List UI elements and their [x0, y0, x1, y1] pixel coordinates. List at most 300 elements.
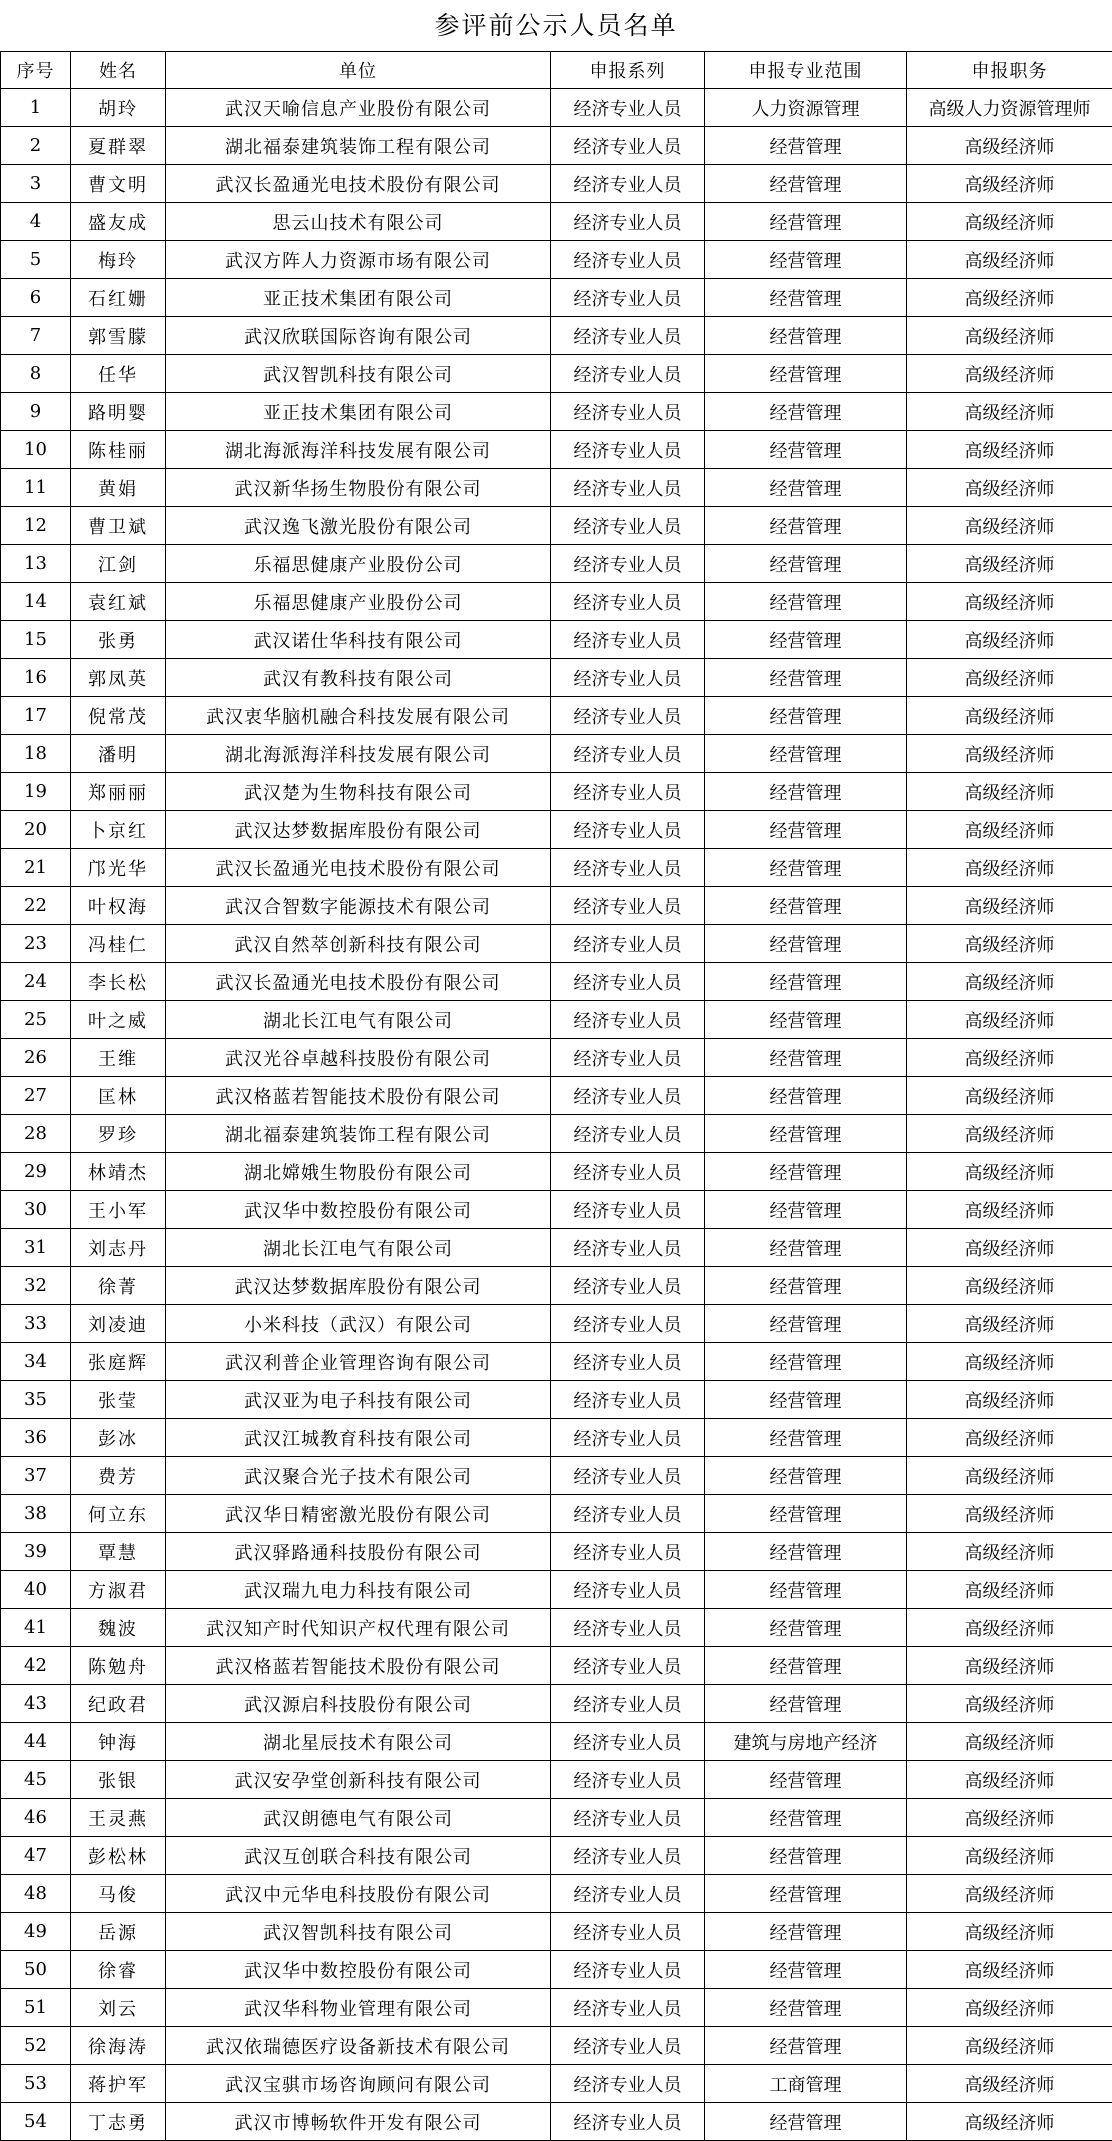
cell-series: 经济专业人员	[551, 621, 705, 659]
cell-index: 44	[1, 1723, 71, 1761]
cell-unit: 武汉互创联合科技有限公司	[166, 1837, 551, 1875]
cell-position: 高级经济师	[907, 1647, 1112, 1685]
cell-series: 经济专业人员	[551, 1381, 705, 1419]
cell-unit: 小米科技（武汉）有限公司	[166, 1305, 551, 1343]
cell-specialty: 经营管理	[705, 1761, 907, 1799]
cell-position: 高级经济师	[907, 963, 1112, 1001]
cell-specialty: 经营管理	[705, 1001, 907, 1039]
cell-index: 17	[1, 697, 71, 735]
table-row	[1, 1457, 1112, 1495]
table-row	[1, 393, 1112, 431]
cell-specialty: 经营管理	[705, 849, 907, 887]
cell-name: 费芳	[71, 1457, 166, 1495]
table-body	[1, 89, 1112, 2141]
cell-unit: 武汉衷华脑机融合科技发展有限公司	[166, 697, 551, 735]
cell-position: 高级经济师	[907, 279, 1112, 317]
table-row	[1, 1343, 1112, 1381]
table-row	[1, 925, 1112, 963]
cell-name: 李长松	[71, 963, 166, 1001]
cell-index: 20	[1, 811, 71, 849]
cell-name: 郭雪朦	[71, 317, 166, 355]
cell-name: 曹卫斌	[71, 507, 166, 545]
cell-name: 刘志丹	[71, 1229, 166, 1267]
cell-series: 经济专业人员	[551, 773, 705, 811]
cell-index: 16	[1, 659, 71, 697]
cell-unit: 武汉长盈通光电技术股份有限公司	[166, 963, 551, 1001]
cell-name: 王小军	[71, 1191, 166, 1229]
cell-unit: 武汉长盈通光电技术股份有限公司	[166, 849, 551, 887]
cell-specialty: 经营管理	[705, 1875, 907, 1913]
cell-unit: 武汉诺仕华科技有限公司	[166, 621, 551, 659]
cell-unit: 武汉华科物业管理有限公司	[166, 1989, 551, 2027]
cell-unit: 武汉知产时代知识产权代理有限公司	[166, 1609, 551, 1647]
cell-position: 高级经济师	[907, 2065, 1112, 2103]
cell-series: 经济专业人员	[551, 1001, 705, 1039]
cell-specialty: 经营管理	[705, 1495, 907, 1533]
cell-unit: 湖北嫦娥生物股份有限公司	[166, 1153, 551, 1191]
cell-series: 经济专业人员	[551, 1989, 705, 2027]
cell-name: 蒋护军	[71, 2065, 166, 2103]
cell-unit: 武汉瑞九电力科技有限公司	[166, 1571, 551, 1609]
cell-series: 经济专业人员	[551, 1039, 705, 1077]
cell-index: 4	[1, 203, 71, 241]
cell-unit: 亚正技术集团有限公司	[166, 279, 551, 317]
cell-specialty: 经营管理	[705, 2027, 907, 2065]
cell-unit: 武汉中元华电科技股份有限公司	[166, 1875, 551, 1913]
cell-unit: 武汉有教科技有限公司	[166, 659, 551, 697]
cell-series: 经济专业人员	[551, 241, 705, 279]
cell-specialty: 经营管理	[705, 165, 907, 203]
cell-specialty: 经营管理	[705, 1609, 907, 1647]
cell-unit: 湖北长江电气有限公司	[166, 1229, 551, 1267]
cell-position: 高级经济师	[907, 1077, 1112, 1115]
cell-series: 经济专业人员	[551, 811, 705, 849]
cell-name: 陈桂丽	[71, 431, 166, 469]
page-title: 参评前公示人员名单	[0, 0, 1112, 51]
cell-name: 夏群翠	[71, 127, 166, 165]
cell-position: 高级经济师	[907, 1229, 1112, 1267]
cell-name: 任华	[71, 355, 166, 393]
cell-name: 黄娟	[71, 469, 166, 507]
cell-unit: 武汉利普企业管理咨询有限公司	[166, 1343, 551, 1381]
cell-unit: 武汉驿路通科技股份有限公司	[166, 1533, 551, 1571]
cell-series: 经济专业人员	[551, 1419, 705, 1457]
cell-position: 高级经济师	[907, 2103, 1112, 2141]
cell-position: 高级经济师	[907, 1723, 1112, 1761]
table-row	[1, 1571, 1112, 1609]
cell-index: 31	[1, 1229, 71, 1267]
table-row	[1, 1875, 1112, 1913]
cell-unit: 武汉华日精密激光股份有限公司	[166, 1495, 551, 1533]
cell-specialty: 经营管理	[705, 659, 907, 697]
cell-name: 郑丽丽	[71, 773, 166, 811]
cell-index: 32	[1, 1267, 71, 1305]
cell-position: 高级经济师	[907, 355, 1112, 393]
cell-index: 23	[1, 925, 71, 963]
cell-series: 经济专业人员	[551, 1115, 705, 1153]
table-row	[1, 849, 1112, 887]
cell-series: 经济专业人员	[551, 1077, 705, 1115]
cell-unit: 武汉自然萃创新科技有限公司	[166, 925, 551, 963]
cell-index: 22	[1, 887, 71, 925]
cell-position: 高级经济师	[907, 2027, 1112, 2065]
cell-position: 高级经济师	[907, 1951, 1112, 1989]
cell-unit: 湖北福泰建筑装饰工程有限公司	[166, 1115, 551, 1153]
cell-position: 高级经济师	[907, 583, 1112, 621]
cell-specialty: 经营管理	[705, 1989, 907, 2027]
cell-series: 经济专业人员	[551, 1723, 705, 1761]
cell-unit: 武汉欣联国际咨询有限公司	[166, 317, 551, 355]
cell-name: 林靖杰	[71, 1153, 166, 1191]
cell-index: 49	[1, 1913, 71, 1951]
cell-series: 经济专业人员	[551, 925, 705, 963]
cell-specialty: 经营管理	[705, 127, 907, 165]
table-row	[1, 1533, 1112, 1571]
cell-specialty: 经营管理	[705, 1381, 907, 1419]
cell-index: 42	[1, 1647, 71, 1685]
cell-unit: 武汉合智数字能源技术有限公司	[166, 887, 551, 925]
cell-unit: 武汉方阵人力资源市场有限公司	[166, 241, 551, 279]
table-row	[1, 2027, 1112, 2065]
cell-index: 48	[1, 1875, 71, 1913]
cell-specialty: 经营管理	[705, 1115, 907, 1153]
cell-name: 王维	[71, 1039, 166, 1077]
table-row	[1, 1419, 1112, 1457]
cell-name: 丁志勇	[71, 2103, 166, 2141]
table-row	[1, 127, 1112, 165]
cell-unit: 乐福思健康产业股份公司	[166, 583, 551, 621]
cell-position: 高级经济师	[907, 1191, 1112, 1229]
cell-position: 高级经济师	[907, 545, 1112, 583]
cell-index: 21	[1, 849, 71, 887]
cell-index: 26	[1, 1039, 71, 1077]
cell-name: 彭松林	[71, 1837, 166, 1875]
cell-position: 高级经济师	[907, 887, 1112, 925]
cell-name: 卜京红	[71, 811, 166, 849]
header-unit: 单位	[166, 52, 551, 89]
cell-position: 高级经济师	[907, 203, 1112, 241]
cell-unit: 亚正技术集团有限公司	[166, 393, 551, 431]
cell-name: 刘云	[71, 1989, 166, 2027]
cell-name: 叶权海	[71, 887, 166, 925]
cell-series: 经济专业人员	[551, 735, 705, 773]
cell-name: 王灵燕	[71, 1799, 166, 1837]
cell-series: 经济专业人员	[551, 1875, 705, 1913]
table-row	[1, 1723, 1112, 1761]
cell-unit: 武汉格蓝若智能技术股份有限公司	[166, 1077, 551, 1115]
cell-name: 张庭辉	[71, 1343, 166, 1381]
table-row	[1, 1381, 1112, 1419]
cell-index: 52	[1, 2027, 71, 2065]
cell-specialty: 经营管理	[705, 317, 907, 355]
cell-index: 10	[1, 431, 71, 469]
cell-specialty: 经营管理	[705, 469, 907, 507]
cell-specialty: 经营管理	[705, 621, 907, 659]
table-row	[1, 355, 1112, 393]
cell-name: 路明婴	[71, 393, 166, 431]
cell-index: 53	[1, 2065, 71, 2103]
cell-unit: 武汉新华扬生物股份有限公司	[166, 469, 551, 507]
header-position: 申报职务	[907, 52, 1112, 89]
table-row	[1, 735, 1112, 773]
table-row	[1, 1609, 1112, 1647]
cell-series: 经济专业人员	[551, 1647, 705, 1685]
cell-specialty: 建筑与房地产经济	[705, 1723, 907, 1761]
cell-position: 高级经济师	[907, 773, 1112, 811]
cell-unit: 湖北福泰建筑装饰工程有限公司	[166, 127, 551, 165]
table-row	[1, 659, 1112, 697]
cell-unit: 武汉安孕堂创新科技有限公司	[166, 1761, 551, 1799]
cell-unit: 武汉亚为电子科技有限公司	[166, 1381, 551, 1419]
cell-index: 50	[1, 1951, 71, 1989]
cell-position: 高级经济师	[907, 1799, 1112, 1837]
cell-name: 梅玲	[71, 241, 166, 279]
table-row	[1, 621, 1112, 659]
cell-name: 钟海	[71, 1723, 166, 1761]
table-row	[1, 1305, 1112, 1343]
cell-series: 经济专业人员	[551, 1343, 705, 1381]
cell-series: 经济专业人员	[551, 165, 705, 203]
cell-specialty: 经营管理	[705, 203, 907, 241]
cell-specialty: 经营管理	[705, 735, 907, 773]
cell-name: 纪政君	[71, 1685, 166, 1723]
cell-series: 经济专业人员	[551, 545, 705, 583]
cell-unit: 武汉天喻信息产业股份有限公司	[166, 89, 551, 127]
cell-index: 14	[1, 583, 71, 621]
table-row	[1, 773, 1112, 811]
cell-unit: 武汉朗德电气有限公司	[166, 1799, 551, 1837]
cell-specialty: 经营管理	[705, 583, 907, 621]
cell-position: 高级经济师	[907, 393, 1112, 431]
cell-name: 覃慧	[71, 1533, 166, 1571]
cell-name: 方淑君	[71, 1571, 166, 1609]
cell-specialty: 经营管理	[705, 1419, 907, 1457]
cell-position: 高级经济师	[907, 1761, 1112, 1799]
cell-unit: 武汉光谷卓越科技股份有限公司	[166, 1039, 551, 1077]
cell-name: 郭凤英	[71, 659, 166, 697]
cell-name: 徐菁	[71, 1267, 166, 1305]
cell-index: 9	[1, 393, 71, 431]
cell-specialty: 经营管理	[705, 1647, 907, 1685]
cell-position: 高级经济师	[907, 697, 1112, 735]
cell-series: 经济专业人员	[551, 1761, 705, 1799]
table-row	[1, 887, 1112, 925]
cell-position: 高级经济师	[907, 1609, 1112, 1647]
cell-name: 彭冰	[71, 1419, 166, 1457]
cell-unit: 武汉智凯科技有限公司	[166, 355, 551, 393]
cell-specialty: 经营管理	[705, 1343, 907, 1381]
cell-series: 经济专业人员	[551, 1191, 705, 1229]
cell-index: 1	[1, 89, 71, 127]
cell-position: 高级经济师	[907, 1267, 1112, 1305]
cell-name: 张莹	[71, 1381, 166, 1419]
cell-position: 高级经济师	[907, 165, 1112, 203]
cell-unit: 武汉逸飞激光股份有限公司	[166, 507, 551, 545]
cell-series: 经济专业人员	[551, 1571, 705, 1609]
cell-name: 岳源	[71, 1913, 166, 1951]
cell-position: 高级人力资源管理师	[907, 89, 1112, 127]
cell-index: 47	[1, 1837, 71, 1875]
cell-name: 罗珍	[71, 1115, 166, 1153]
cell-specialty: 经营管理	[705, 1077, 907, 1115]
header-name: 姓名	[71, 52, 166, 89]
cell-specialty: 经营管理	[705, 1191, 907, 1229]
cell-name: 胡玲	[71, 89, 166, 127]
cell-index: 33	[1, 1305, 71, 1343]
cell-position: 高级经济师	[907, 621, 1112, 659]
cell-series: 经济专业人员	[551, 2027, 705, 2065]
cell-series: 经济专业人员	[551, 849, 705, 887]
cell-position: 高级经济师	[907, 1533, 1112, 1571]
table-row	[1, 2065, 1112, 2103]
table-row	[1, 89, 1112, 127]
cell-position: 高级经济师	[907, 1343, 1112, 1381]
cell-position: 高级经济师	[907, 659, 1112, 697]
cell-index: 24	[1, 963, 71, 1001]
cell-index: 41	[1, 1609, 71, 1647]
cell-position: 高级经济师	[907, 1153, 1112, 1191]
cell-index: 40	[1, 1571, 71, 1609]
cell-unit: 武汉源启科技股份有限公司	[166, 1685, 551, 1723]
cell-series: 经济专业人员	[551, 317, 705, 355]
cell-name: 盛友成	[71, 203, 166, 241]
personnel-table	[0, 51, 1112, 2141]
cell-unit: 武汉华中数控股份有限公司	[166, 1191, 551, 1229]
cell-unit: 武汉华中数控股份有限公司	[166, 1951, 551, 1989]
cell-name: 叶之威	[71, 1001, 166, 1039]
cell-index: 15	[1, 621, 71, 659]
cell-position: 高级经济师	[907, 735, 1112, 773]
cell-specialty: 经营管理	[705, 1153, 907, 1191]
table-row	[1, 1039, 1112, 1077]
cell-index: 18	[1, 735, 71, 773]
cell-series: 经济专业人员	[551, 2065, 705, 2103]
cell-series: 经济专业人员	[551, 1229, 705, 1267]
cell-specialty: 经营管理	[705, 963, 907, 1001]
cell-name: 匡林	[71, 1077, 166, 1115]
cell-index: 27	[1, 1077, 71, 1115]
header-index: 序号	[1, 52, 71, 89]
cell-series: 经济专业人员	[551, 507, 705, 545]
table-row	[1, 1115, 1112, 1153]
cell-index: 6	[1, 279, 71, 317]
cell-name: 徐睿	[71, 1951, 166, 1989]
cell-specialty: 工商管理	[705, 2065, 907, 2103]
cell-series: 经济专业人员	[551, 89, 705, 127]
cell-specialty: 经营管理	[705, 393, 907, 431]
cell-series: 经济专业人员	[551, 1609, 705, 1647]
table-row	[1, 811, 1112, 849]
table-row	[1, 317, 1112, 355]
cell-name: 何立东	[71, 1495, 166, 1533]
cell-series: 经济专业人员	[551, 1837, 705, 1875]
cell-index: 43	[1, 1685, 71, 1723]
cell-name: 张勇	[71, 621, 166, 659]
cell-name: 倪常茂	[71, 697, 166, 735]
cell-series: 经济专业人员	[551, 469, 705, 507]
table-row	[1, 2103, 1112, 2141]
cell-specialty: 经营管理	[705, 1951, 907, 1989]
table-row	[1, 1837, 1112, 1875]
table-row	[1, 1001, 1112, 1039]
cell-specialty: 经营管理	[705, 887, 907, 925]
cell-unit: 武汉长盈通光电技术股份有限公司	[166, 165, 551, 203]
cell-index: 36	[1, 1419, 71, 1457]
table-row	[1, 1077, 1112, 1115]
cell-index: 39	[1, 1533, 71, 1571]
header-specialty: 申报专业范围	[705, 52, 907, 89]
cell-name: 刘凌迪	[71, 1305, 166, 1343]
cell-series: 经济专业人员	[551, 1267, 705, 1305]
cell-position: 高级经济师	[907, 1039, 1112, 1077]
table-row	[1, 963, 1112, 1001]
cell-specialty: 经营管理	[705, 1837, 907, 1875]
cell-series: 经济专业人员	[551, 1457, 705, 1495]
cell-unit: 湖北长江电气有限公司	[166, 1001, 551, 1039]
cell-specialty: 经营管理	[705, 1799, 907, 1837]
cell-specialty: 经营管理	[705, 279, 907, 317]
cell-position: 高级经济师	[907, 127, 1112, 165]
cell-series: 经济专业人员	[551, 1799, 705, 1837]
cell-index: 30	[1, 1191, 71, 1229]
cell-series: 经济专业人员	[551, 279, 705, 317]
table-row	[1, 1267, 1112, 1305]
cell-position: 高级经济师	[907, 811, 1112, 849]
cell-specialty: 经营管理	[705, 2103, 907, 2141]
cell-series: 经济专业人员	[551, 1495, 705, 1533]
cell-series: 经济专业人员	[551, 887, 705, 925]
cell-name: 马俊	[71, 1875, 166, 1913]
cell-specialty: 经营管理	[705, 925, 907, 963]
table-header-row	[1, 52, 1112, 89]
table-row	[1, 1229, 1112, 1267]
cell-unit: 武汉达梦数据库股份有限公司	[166, 1267, 551, 1305]
cell-unit: 武汉宝骐市场咨询顾问有限公司	[166, 2065, 551, 2103]
table-row	[1, 1191, 1112, 1229]
cell-position: 高级经济师	[907, 1989, 1112, 2027]
cell-specialty: 经营管理	[705, 1571, 907, 1609]
cell-position: 高级经济师	[907, 469, 1112, 507]
cell-specialty: 经营管理	[705, 241, 907, 279]
cell-name: 袁红斌	[71, 583, 166, 621]
cell-index: 37	[1, 1457, 71, 1495]
cell-specialty: 经营管理	[705, 773, 907, 811]
cell-series: 经济专业人员	[551, 203, 705, 241]
table-row	[1, 279, 1112, 317]
table-row	[1, 1647, 1112, 1685]
table-row	[1, 1913, 1112, 1951]
cell-unit: 湖北星辰技术有限公司	[166, 1723, 551, 1761]
cell-specialty: 经营管理	[705, 507, 907, 545]
table-row	[1, 1951, 1112, 1989]
cell-index: 34	[1, 1343, 71, 1381]
cell-position: 高级经济师	[907, 925, 1112, 963]
cell-series: 经济专业人员	[551, 127, 705, 165]
cell-unit: 武汉楚为生物科技有限公司	[166, 773, 551, 811]
table-row	[1, 1761, 1112, 1799]
table-row	[1, 241, 1112, 279]
cell-name: 冯桂仁	[71, 925, 166, 963]
cell-unit: 武汉聚合光子技术有限公司	[166, 1457, 551, 1495]
cell-index: 54	[1, 2103, 71, 2141]
cell-unit: 湖北海派海洋科技发展有限公司	[166, 431, 551, 469]
cell-position: 高级经济师	[907, 1001, 1112, 1039]
cell-unit: 武汉市博畅软件开发有限公司	[166, 2103, 551, 2141]
cell-specialty: 经营管理	[705, 811, 907, 849]
cell-series: 经济专业人员	[551, 1685, 705, 1723]
cell-name: 曹文明	[71, 165, 166, 203]
cell-series: 经济专业人员	[551, 1951, 705, 1989]
